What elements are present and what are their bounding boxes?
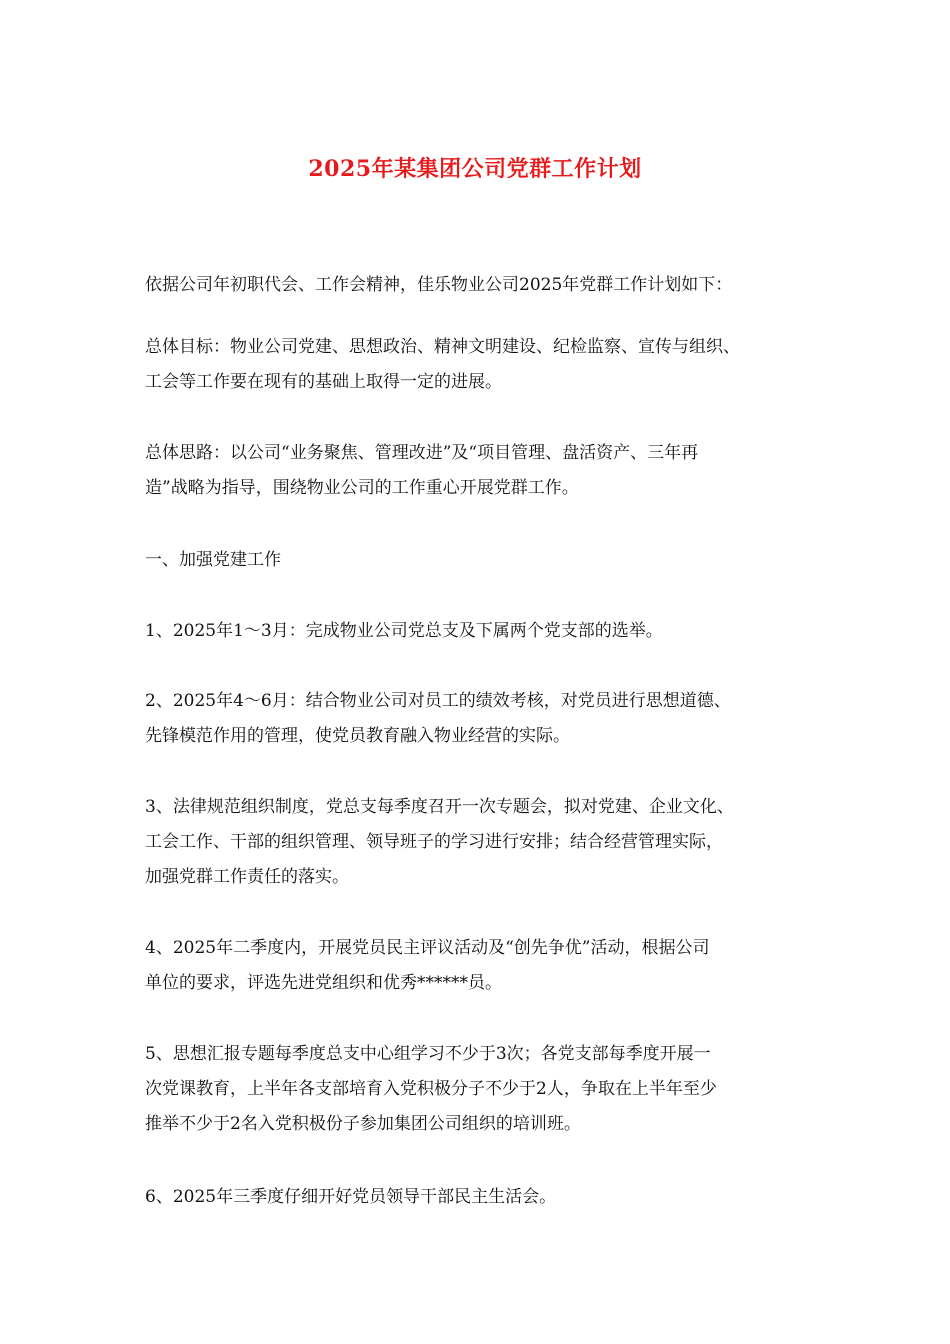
paragraph-line: 先锋模范作用的管理，使党员教育融入物业经营的实际。 — [145, 726, 570, 746]
section-heading-party-building — [145, 543, 825, 578]
paragraph-line: 工会等工作要在现有的基础上取得一定的进展。 — [145, 372, 502, 392]
paragraph-item-4 — [145, 931, 825, 1001]
paragraph-intro — [145, 268, 825, 303]
paragraph-line: 工会工作、干部的组织管理、领导班子的学习进行安排；结合经营管理实际， — [145, 832, 723, 852]
paragraph-line: 次党课教育，上半年各支部培育入党积极分子不少于2人，争取在上半年至少 — [145, 1079, 717, 1099]
paragraph-item-1 — [145, 614, 825, 649]
paragraph-line: 造”战略为指导，围绕物业公司的工作重心开展党群工作。 — [145, 478, 579, 498]
paragraph-line: 加强党群工作责任的落实。 — [145, 867, 349, 887]
paragraph-overall-goal — [145, 330, 825, 400]
paragraph-line: 6、2025年三季度仔细开好党员领导干部民主生活会。 — [145, 1187, 557, 1207]
paragraph-line: 2、2025年4～6月：结合物业公司对员工的绩效考核，对党员进行思想道德、 — [145, 691, 731, 711]
paragraph-line: 1、2025年1～3月：完成物业公司党总支及下属两个党支部的选举。 — [145, 621, 663, 641]
paragraph-line: 5、思想汇报专题每季度总支中心组学习不少于3次；各党支部每季度开展一 — [145, 1044, 711, 1064]
paragraph-line: 3、法律规范组织制度，党总支每季度召开一次专题会，拟对党建、企业文化、 — [145, 797, 734, 817]
paragraph-item-2 — [145, 684, 825, 754]
paragraph-line: 单位的要求，评选先进党组织和优秀******员。 — [145, 973, 502, 993]
paragraph-line: 推举不少于2名入党积极份子参加集团公司组织的培训班。 — [145, 1114, 581, 1134]
paragraph-line: 4、2025年二季度内，开展党员民主评议活动及“创先争优”活动，根据公司 — [145, 938, 710, 958]
paragraph-line: 一、加强党建工作 — [145, 550, 281, 570]
paragraph-line: 依据公司年初职代会、工作会精神，佳乐物业公司2025年党群工作计划如下： — [145, 275, 733, 295]
paragraph-line: 总体目标：物业公司党建、思想政治、精神文明建设、纪检监察、宣传与组织、 — [145, 337, 740, 357]
paragraph-item-5 — [145, 1037, 825, 1142]
document-title: 2025年某集团公司党群工作计划 — [308, 156, 642, 182]
paragraph-item-6 — [145, 1180, 825, 1215]
paragraph-line: 总体思路：以公司“业务聚焦、管理改进”及“项目管理、盘活资产、三年再 — [145, 443, 699, 463]
paragraph-overall-approach — [145, 436, 825, 506]
paragraph-item-3 — [145, 790, 825, 895]
